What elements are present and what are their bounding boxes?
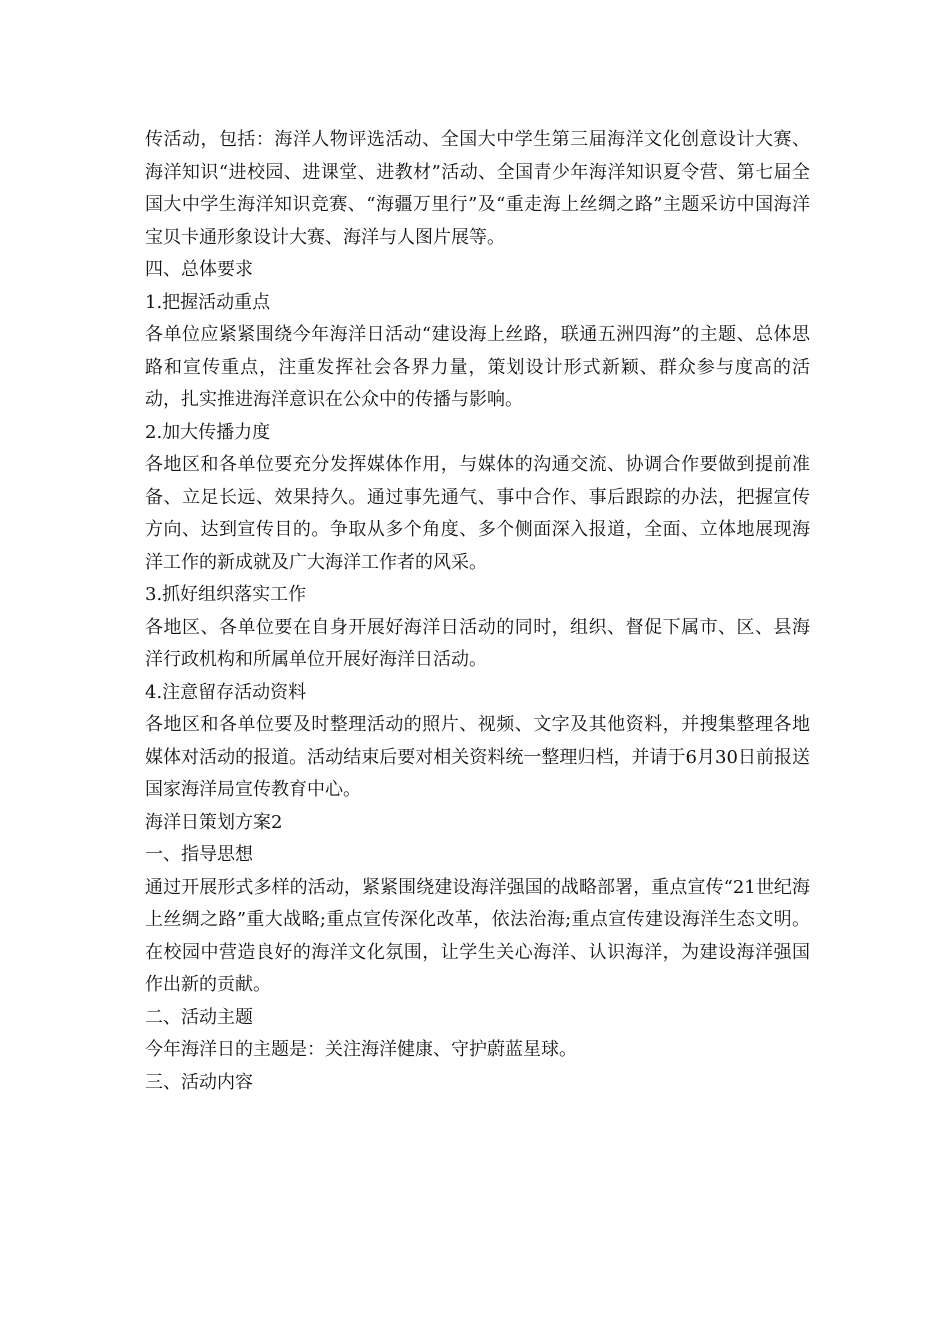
paragraph-guiding-ideology: 通过开展形式多样的活动，紧紧围绕建设海洋强国的战略部署，重点宣传“21世纪海上丝绸之路”重大战略;重点宣传深化改革，依法治海;重点宣传建设海洋生态文明。在校园中营造良好的海洋文化氛围，让学生关心海洋、认识海洋，为建设海洋强国作出新的贡献。 bbox=[145, 876, 810, 995]
heading-increase-propagation: 2.加大传播力度 bbox=[145, 421, 271, 443]
heading-plan-2: 海洋日策划方案2 bbox=[145, 811, 283, 833]
heading-retain-materials: 4.注意留存活动资料 bbox=[145, 681, 307, 703]
heading-activity-content: 三、活动内容 bbox=[145, 1071, 253, 1093]
paragraph-increase-propagation: 各地区和各单位要充分发挥媒体作用，与媒体的沟通交流、协调合作要做到提前准备、立足长远、效果持久。通过事先通气、事中合作、事后跟踪的办法，把握宣传方向、达到宣传目的。争取从多个角度、多个侧面深入报道，全面、立体地展现海洋工作的新成就及广大海洋工作者的风采。 bbox=[145, 454, 810, 573]
heading-organize-implementation: 3.抓好组织落实工作 bbox=[145, 584, 307, 605]
paragraph-activity-theme: 今年海洋日的主题是：关注海洋健康、守护蔚蓝星球。 bbox=[145, 1039, 577, 1060]
paragraph-retain-materials: 各地区和各单位要及时整理活动的照片、视频、文字及其他资料，并搜集整理各地媒体对活动的报道。活动结束后要对相关资料统一整理归档，并请于6月30日前报送国家海洋局宣传教育中心。 bbox=[145, 714, 810, 800]
heading-grasp-focus: 1.把握活动重点 bbox=[145, 291, 271, 313]
heading-activity-theme: 二、活动主题 bbox=[145, 1006, 253, 1028]
document-page bbox=[145, 124, 810, 1099]
paragraph-organize-implementation: 各地区、各单位要在自身开展好海洋日活动的同时，组织、督促下属市、区、县海洋行政机构和所属单位开展好海洋日活动。 bbox=[145, 616, 810, 670]
paragraph-grasp-focus: 各单位应紧紧围绕今年海洋日活动“建设海上丝路，联通五洲四海”的主题、总体思路和宣传重点，注重发挥社会各界力量，策划设计形式新颖、群众参与度高的活动，扎实推进海洋意识在公众中的传播与影响。 bbox=[145, 324, 810, 410]
paragraph-activities-list: 传活动，包括：海洋人物评选活动、全国大中学生第三届海洋文化创意设计大赛、海洋知识“进校园、进课堂、进教材”活动、全国青少年海洋知识夏令营、第七届全国大中学生海洋知识竞赛、“海疆万里行”及“重走海上丝绸之路”主题采访中国海洋宝贝卡通形象设计大赛、海洋与人图片展等。 bbox=[145, 129, 810, 248]
heading-guiding-ideology: 一、指导思想 bbox=[145, 844, 253, 865]
heading-overall-requirements: 四、总体要求 bbox=[145, 259, 253, 280]
